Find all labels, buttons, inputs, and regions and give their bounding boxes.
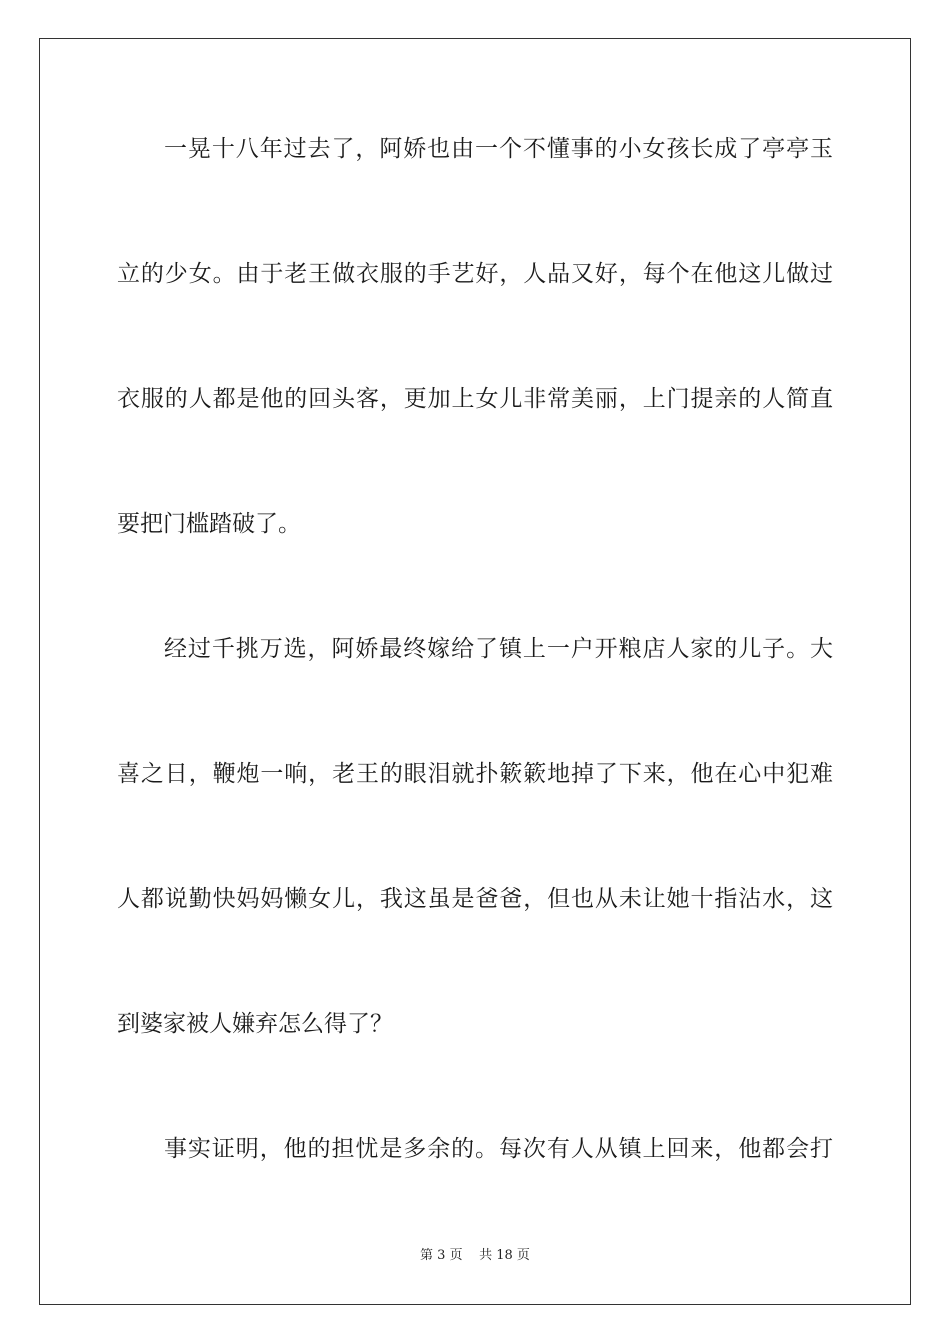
paragraph-line: 立的少女。由于老王做衣服的手艺好，人品又好，每个在他这儿做过 (117, 261, 833, 287)
page-number: 第 3 页 (420, 1248, 463, 1263)
page-border (39, 38, 911, 1305)
page-footer (0, 1247, 950, 1265)
paragraph-line: 到婆家被人嫌弃怎么得了？ (117, 1011, 393, 1037)
page-total: 共 18 页 (479, 1248, 530, 1263)
paragraph-line: 要把门槛踏破了。 (117, 511, 301, 537)
paragraph-line: 事实证明，他的担忧是多余的。每次有人从镇上回来，他都会打 (164, 1136, 833, 1162)
paragraph-line: 人都说勤快妈妈懒女儿，我这虽是爸爸，但也从未让她十指沾水，这 (117, 886, 833, 912)
paragraph-line: 喜之日，鞭炮一响，老王的眼泪就扑簌簌地掉了下来，他在心中犯难 (117, 761, 833, 787)
paragraph-line: 经过千挑万选，阿娇最终嫁给了镇上一户开粮店人家的儿子。大 (164, 636, 833, 662)
paragraph-line: 一晃十八年过去了，阿娇也由一个不懂事的小女孩长成了亭亭玉 (164, 136, 833, 162)
paragraph-line: 衣服的人都是他的回头客，更加上女儿非常美丽，上门提亲的人简直 (117, 386, 833, 412)
